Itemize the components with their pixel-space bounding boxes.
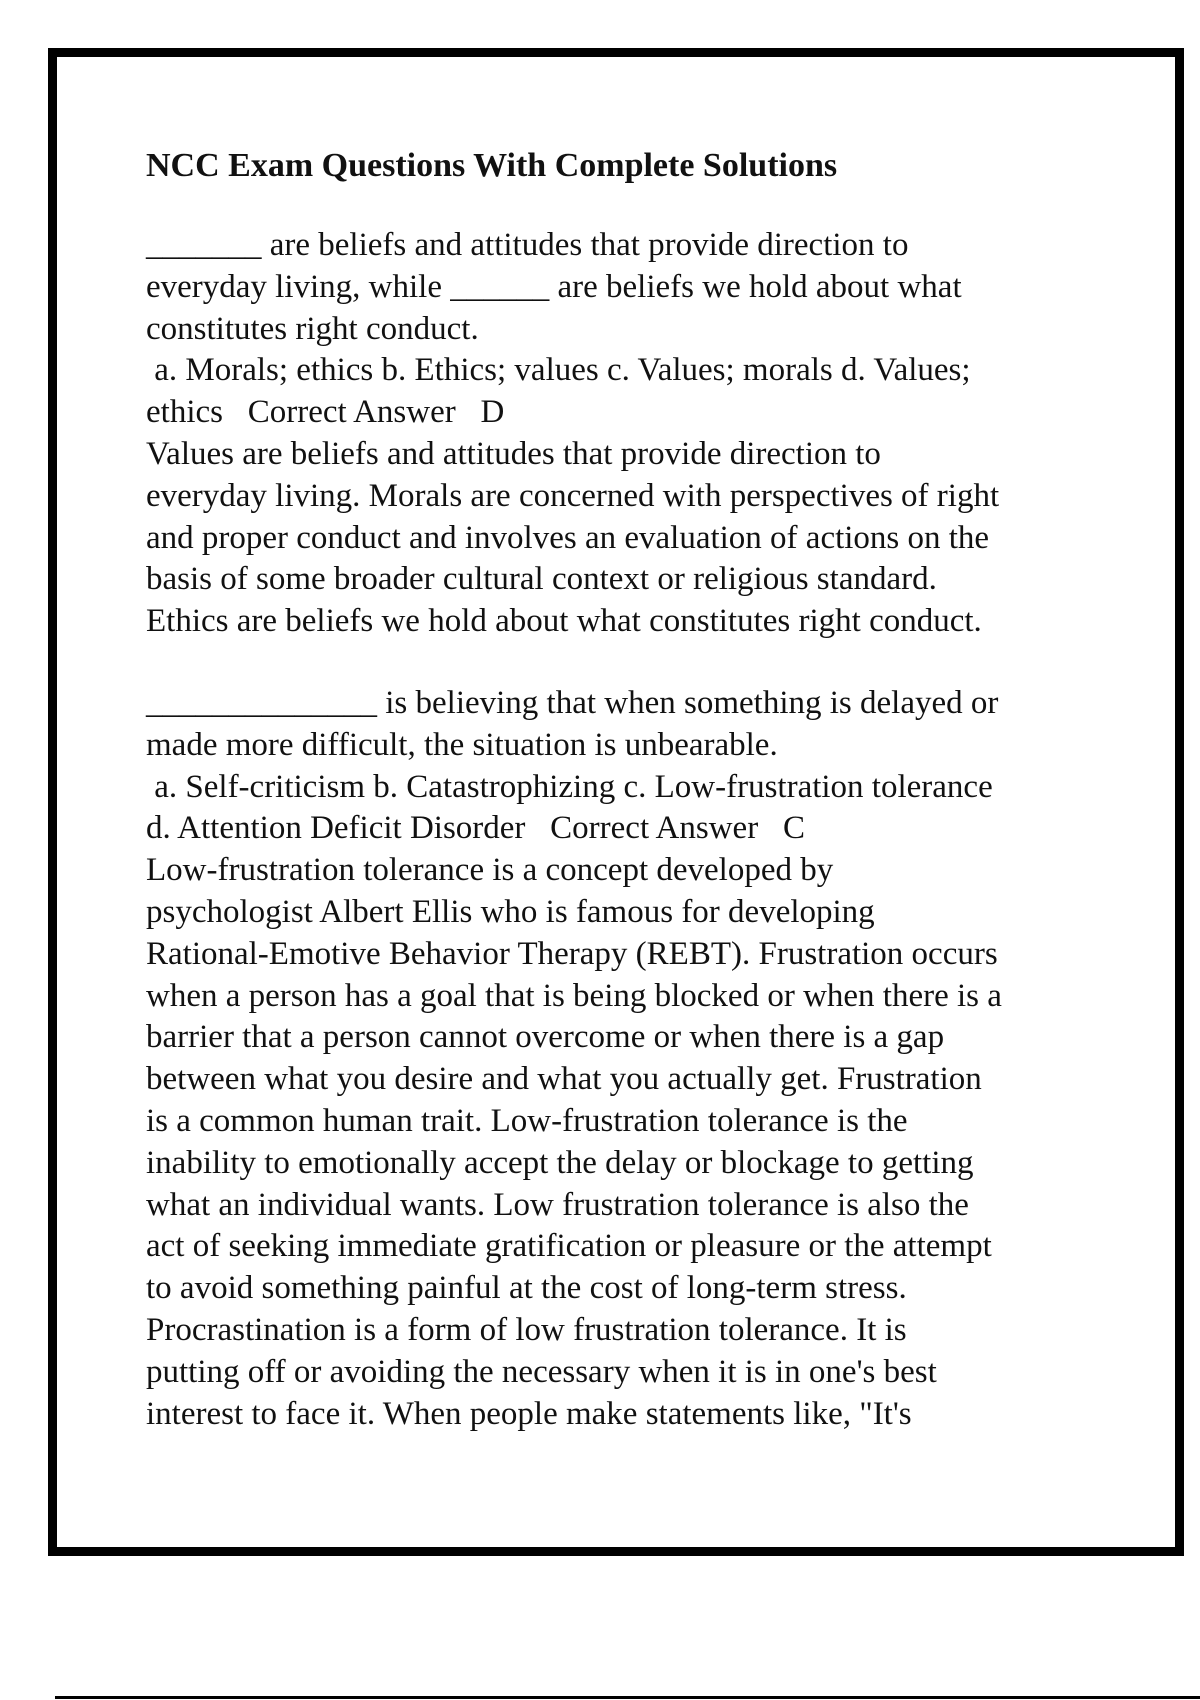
question-2-line: ______________ is believing that when something is delayed or [146,684,999,721]
question-2-explanation: between what you desire and what you actually get. Frustration [146,1061,982,1098]
question-2-explanation: when a person has a goal that is being blocked or when there is a [146,977,1002,1014]
question-1-explanation: basis of some broader cultural context or religious standard. [146,561,937,598]
question-2-explanation: inability to emotionally accept the delay or blockage to getting [146,1144,974,1181]
question-1-explanation: everyday living. Morals are concerned with perspectives of right [146,477,1000,514]
question-2-explanation: act of seeking immediate gratification or pleasure or the attempt [146,1228,992,1265]
question-2-explanation: putting off or avoiding the necessary when it is in one's best [146,1353,937,1390]
question-1-explanation: Values are beliefs and attitudes that provide direction to [146,435,881,472]
question-2-answer: d. Attention Deficit Disorder Correct Answer C [146,810,805,847]
question-2-explanation: to avoid something painful at the cost of long-term stress. [146,1270,907,1307]
question-1-line: constitutes right conduct. [146,310,479,347]
question-2 [146,683,1106,1435]
question-2-explanation: psychologist Albert Ellis who is famous for developing [146,893,875,930]
question-2-explanation: Rational-Emotive Behavior Therapy (REBT). Frustration occurs [146,935,998,972]
question-1-line: everyday living, while ______ are beliefs we hold about what [146,268,962,305]
document-content [146,145,1106,1475]
footer-rule [55,1696,1200,1699]
question-2-line: made more difficult, the situation is unbearable. [146,726,778,763]
question-2-options: a. Self-criticism b. Catastrophizing c. Low-frustration tolerance [146,768,993,805]
question-1 [146,225,1106,643]
question-2-explanation: is a common human trait. Low-frustration tolerance is the [146,1102,908,1139]
question-1-answer: ethics Correct Answer D [146,394,505,431]
question-1-explanation: and proper conduct and involves an evaluation of actions on the [146,519,990,556]
question-1-options: a. Morals; ethics b. Ethics; values c. Values; morals d. Values; [146,352,971,389]
question-2-explanation: what an individual wants. Low frustration tolerance is also the [146,1186,969,1223]
document-title: NCC Exam Questions With Complete Solutions [146,147,838,184]
question-2-explanation: Procrastination is a form of low frustration tolerance. It is [146,1311,907,1348]
question-2-explanation: barrier that a person cannot overcome or when there is a gap [146,1019,945,1056]
question-1-explanation: Ethics are beliefs we hold about what constitutes right conduct. [146,603,982,640]
question-1-line: _______ are beliefs and attitudes that provide direction to [146,227,909,263]
question-2-explanation: Low-frustration tolerance is a concept developed by [146,852,834,889]
question-2-explanation: interest to face it. When people make statements like, "It's [146,1395,912,1432]
